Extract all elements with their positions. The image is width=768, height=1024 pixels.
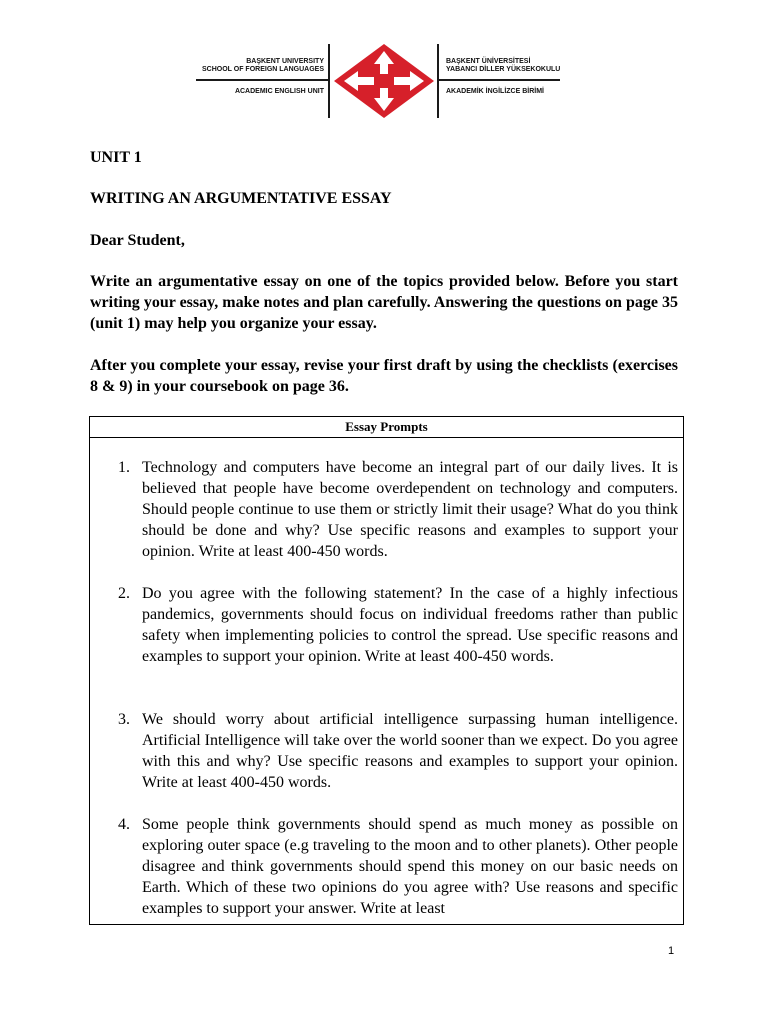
header-divider-left	[328, 44, 330, 118]
greeting: Dear Student,	[90, 232, 185, 249]
revision-paragraph: After you complete your essay, revise your first draft by using the checklists (exercises 8 & 9) in your coursebook on page 36.	[90, 357, 678, 395]
header-school-en: SCHOOL OF FOREIGN LANGUAGES	[202, 66, 324, 73]
header-rule-left	[196, 79, 330, 81]
header-school-tr: YABANCI DİLLER YÜKSEKOKULU	[446, 66, 561, 73]
prompt-number: 4.	[118, 816, 130, 833]
university-logo-icon	[334, 44, 434, 118]
prompt-text: We should worry about artificial intelligence surpassing human intelligence. Artificial Intelligence will take over the world sooner than we expect. Do you agree with this and why? Use specific reasons and examples to support your opinion. Write at least 400-450 words.	[142, 711, 678, 791]
essay-title: WRITING AN ARGUMENTATIVE ESSAY	[90, 190, 392, 207]
prompt-text: Technology and computers have become an integral part of our daily lives. It is believed that people have become overdependent on technology and computers. Should people continue to use them or strictly limit their usage? What do you think should be done and why? Use specific reasons and examples to support your opinion. Write at least 400-450 words.	[142, 459, 678, 560]
prompt-text: Do you agree with the following statement? In the case of a highly infectious pandemics, governments should focus on individual freedoms rather than public safety when implementing policies to control the spread. Use specific reasons and examples to support your opinion. Write at least 400-450 words.	[142, 585, 678, 665]
header-university-en: BAŞKENT UNIVERSITY	[246, 58, 324, 65]
header-unit-en: ACADEMIC ENGLISH UNIT	[234, 88, 324, 95]
essay-prompts-table	[89, 416, 684, 925]
table-header: Essay Prompts	[90, 417, 683, 438]
prompt-number: 2.	[118, 585, 130, 602]
prompt-number: 3.	[118, 711, 130, 728]
prompt-text: Some people think governments should spend as much money as possible on exploring outer space (e.g traveling to the moon and to other planets). Other people disagree and think governments should spend this money on our basic needs on Earth. Which of these two opinions do you agree with? Use reasons and specific examples to support your answer. Write at least	[142, 816, 678, 917]
header-university-tr: BAŞKENT ÜNİVERSİTESİ	[446, 58, 531, 65]
page-number: 1	[668, 945, 675, 957]
header-divider-right	[437, 44, 439, 118]
header-unit-tr: AKADEMİK İNGİLİZCE BİRİMİ	[446, 88, 544, 95]
prompt-number: 1.	[118, 459, 130, 476]
header-rule-right	[438, 79, 560, 81]
instructions-paragraph: Write an argumentative essay on one of the topics provided below. Before you start writing your essay, make notes and plan carefully. Answering the questions on page 35 (unit 1) may help you organize your essay.	[90, 273, 678, 332]
unit-heading: UNIT 1	[90, 149, 142, 166]
document-header	[0, 0, 768, 130]
